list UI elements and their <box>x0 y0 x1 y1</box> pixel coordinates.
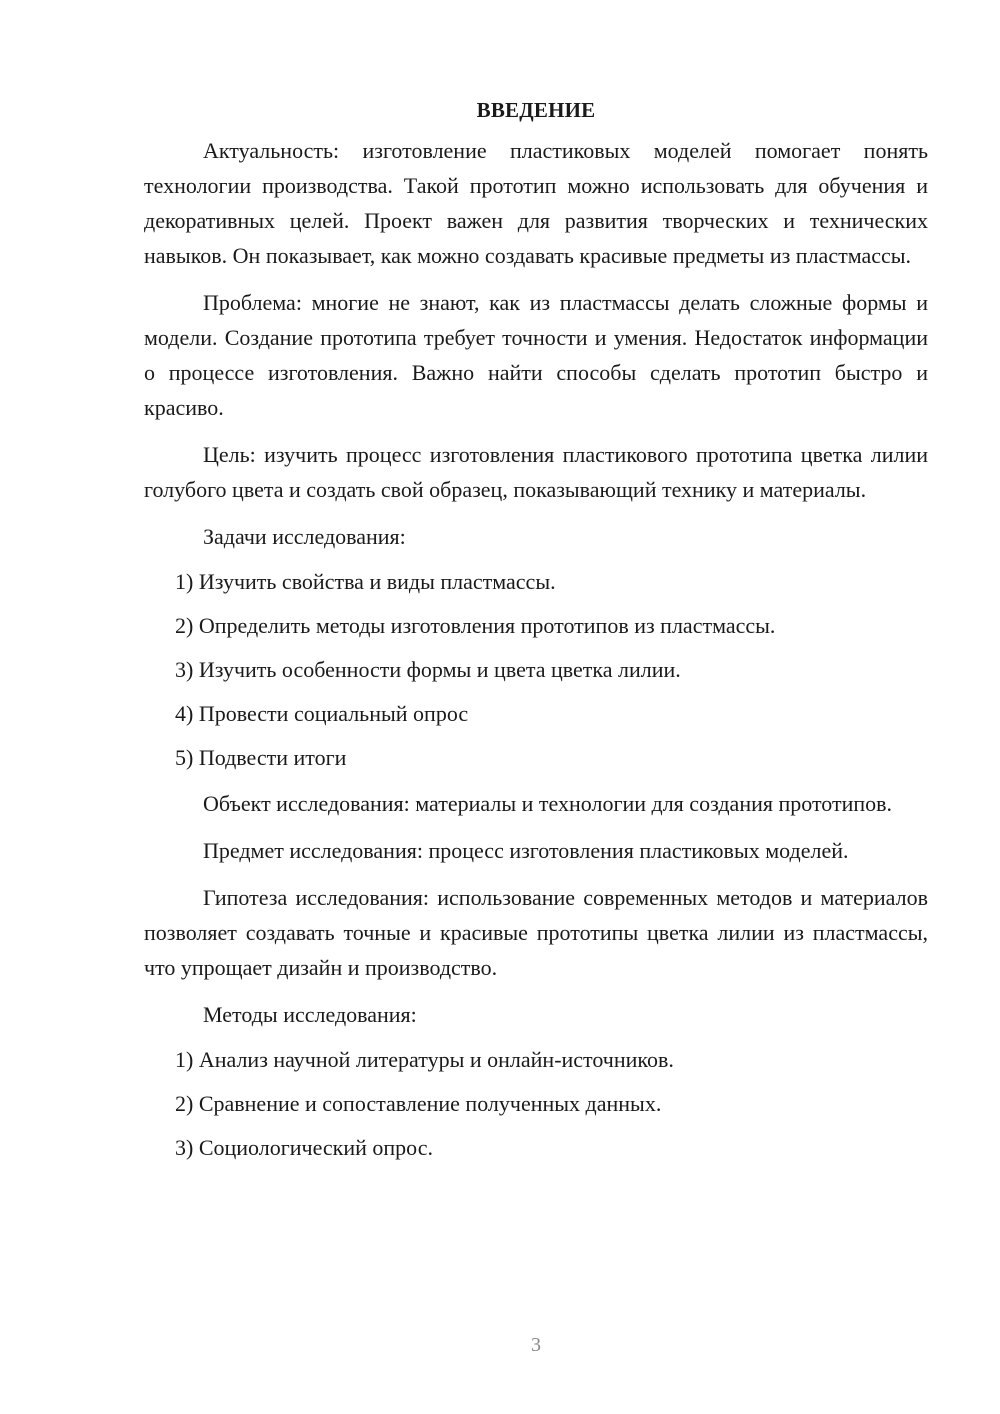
hypothesis-paragraph: Гипотеза исследования: использование современных методов и материалов позволяет создавать точные и красивые прототипы цветка лилии из пластмассы, что упрощает дизайн и производство. <box>144 885 928 980</box>
page-title: ВВЕДЕНИЕ <box>476 98 596 122</box>
tasks-heading: Задачи исследования: <box>203 524 406 549</box>
method-item-1: 1) Анализ научной литературы и онлайн-источников. <box>175 1047 674 1072</box>
task-item-2: 2) Определить методы изготовления прототипов из пластмассы. <box>175 613 776 638</box>
tasks-list <box>144 566 928 774</box>
method-item-2: 2) Сравнение и сопоставление полученных данных. <box>175 1091 662 1116</box>
goal-paragraph: Цель: изучить процесс изготовления пластикового прототипа цветка лилии голубого цвета и создать свой образец, показывающий технику и материалы. <box>144 442 928 502</box>
problem-paragraph: Проблема: многие не знают, как из пластмассы делать сложные формы и модели. Создание прототипа требует точности и умения. Недостаток информации о процессе изготовления. Важно найти способы сделать прототип быстро и красиво. <box>144 290 928 420</box>
methods-list <box>144 1044 928 1164</box>
methods-heading: Методы исследования: <box>203 1002 417 1027</box>
task-item-4: 4) Провести социальный опрос <box>175 701 469 726</box>
subject-paragraph: Предмет исследования: процесс изготовления пластиковых моделей. <box>203 838 849 863</box>
page-number: 3 <box>531 1334 541 1356</box>
task-item-5: 5) Подвести итоги <box>175 745 347 770</box>
document-page <box>144 95 928 1176</box>
method-item-3: 3) Социологический опрос. <box>175 1135 433 1160</box>
task-item-1: 1) Изучить свойства и виды пластмассы. <box>175 569 556 594</box>
relevance-paragraph: Актуальность: изготовление пластиковых моделей помогает понять технологии производства. Такой прототип можно использовать для обучения и декоративных целей. Проект важен для развития творческих и технических навыков. Он показывает, как можно создавать красивые предметы из пластмассы. <box>144 138 928 268</box>
task-item-3: 3) Изучить особенности формы и цвета цветка лилии. <box>175 657 681 682</box>
object-paragraph: Объект исследования: материалы и технологии для создания прототипов. <box>203 791 893 816</box>
